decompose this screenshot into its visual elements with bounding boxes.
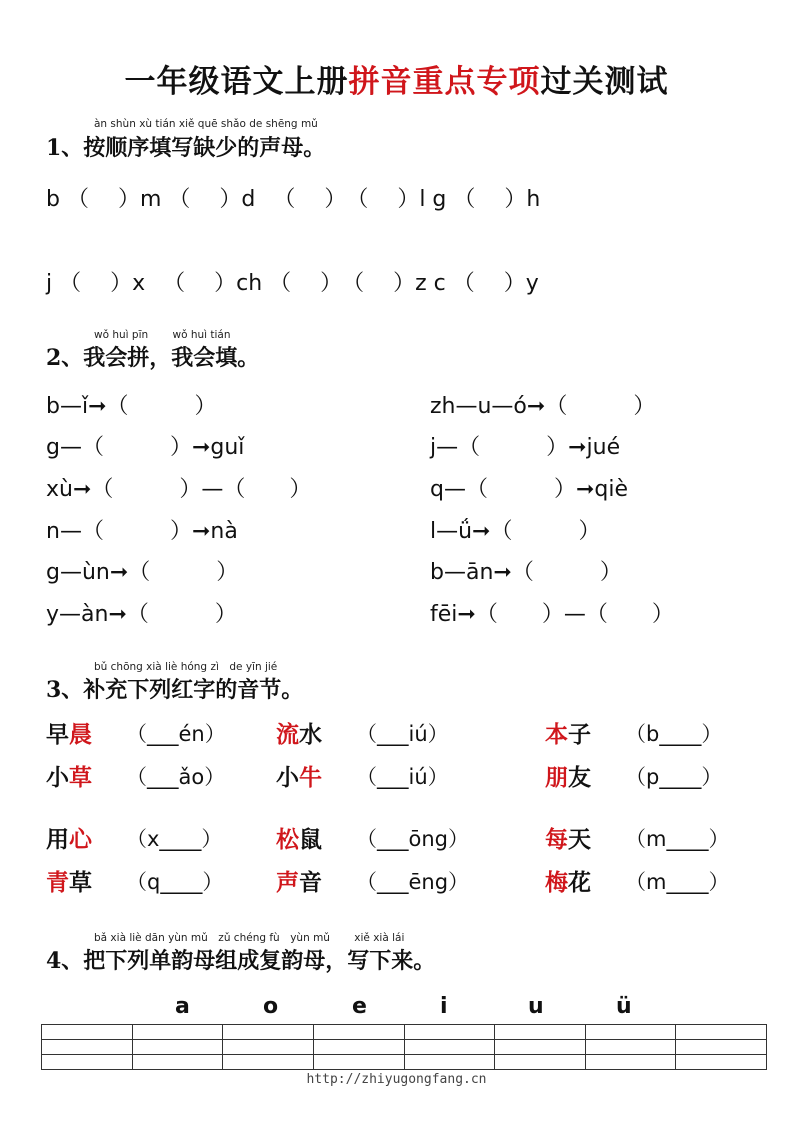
s3-char: 音 [299,869,322,896]
s3-word [276,821,322,854]
s3-char: 小 [276,764,299,791]
s2-right-3: q—（ ）➞qiè [430,477,629,502]
s4-vowel: u [528,994,544,1019]
s3-char: 天 [568,826,591,853]
s3-word [545,716,591,749]
s3-red-char: 每 [545,826,568,853]
s3-fill-blank[interactable]: （___ēng） [356,870,470,894]
s3-red-char: 草 [69,764,92,791]
s3-fill-blank[interactable]: （m____） [625,870,730,894]
s3-red-char: 牛 [299,764,322,791]
s4-pinyin: bǎ xià liè dān yùn mǔ zǔ chéng fù yùn mǔ xiě xià lái [94,932,405,944]
s3-red-char: 流 [276,721,299,748]
s1-row-2: j （ ）x （ ）ch （ ） （ ）z c （ ）y [46,271,539,296]
s2-right-4: l—ǘ➞（ ） [430,519,601,544]
s4-vowel: e [352,994,367,1019]
s3-word [545,821,591,854]
s3-red-char: 心 [69,826,92,853]
s2-left-3: xù➞（ ）—（ ） [46,477,312,502]
s3-word [46,864,92,897]
s3-fill-blank[interactable]: （___iú） [356,722,449,746]
s3-word [276,759,322,792]
s3-red-char: 青 [46,869,69,896]
s2-left-5: g—ùn➞（ ） [46,560,239,585]
s3-word [276,864,322,897]
s3-char: 鼠 [299,826,322,853]
s2-right-2: j—（ ）➞jué [430,435,621,460]
s3-char: 草 [69,869,92,896]
s3-fill-blank[interactable]: （___ǎo） [126,765,226,789]
s3-red-char: 晨 [69,721,92,748]
s3-char: 子 [568,721,591,748]
s3-red-char: 梅 [545,869,568,896]
s3-word [276,716,322,749]
s3-fill-blank[interactable]: （___én） [126,722,226,746]
footer-url: http://zhiyugongfang.cn [306,1072,487,1087]
answer-grid [41,1024,767,1070]
s3-char: 友 [568,764,591,791]
s3-fill-blank[interactable]: （p____） [625,765,723,789]
s3-fill-blank[interactable]: （b____） [625,722,723,746]
s4-vowel: ü [616,994,632,1019]
s3-fill-blank[interactable]: （q____） [126,870,224,894]
s3-red-char: 朋 [545,764,568,791]
s2-right-6: fēi➞（ ）—（ ） [430,602,674,627]
s2-left-4: n—（ ）➞nà [46,519,238,544]
s1-pinyin: àn shùn xù tián xiě quē shǎo de shēng mǔ [94,118,318,130]
s3-word [46,821,92,854]
s2-pinyin: wǒ huì pīn wǒ huì tián [94,329,231,341]
s2-left-2: g—（ ）➞guǐ [46,435,245,460]
s3-char: 用 [46,826,69,853]
s3-fill-blank[interactable]: （x____） [126,827,223,851]
s3-word [46,716,92,749]
s3-word [46,759,92,792]
s3-char: 水 [299,721,322,748]
s3-pinyin: bǔ chōng xià liè hóng zì de yīn jié [94,661,278,673]
s2-right-1: zh—u—ó➞（ ） [430,394,656,419]
s4-vowel: i [440,994,448,1019]
s4-vowel: a [175,994,190,1019]
s1-heading: 1、按顺序填写缺少的声母。 [46,135,326,161]
s3-heading: 3、补充下列红字的音节。 [46,677,304,703]
s4-vowel: o [263,994,279,1019]
s2-right-5: b—ān➞（ ） [430,560,622,585]
s3-red-char: 本 [545,721,568,748]
s3-word [545,864,591,897]
s3-char: 小 [46,764,69,791]
s3-red-char: 松 [276,826,299,853]
s3-word [545,759,591,792]
s2-left-6: y—àn➞（ ） [46,602,237,627]
s2-left-1: b—ǐ➞（ ） [46,394,217,419]
s3-fill-blank[interactable]: （___ōng） [356,827,469,851]
s3-char: 花 [568,869,591,896]
s3-char: 早 [46,721,69,748]
page-title: 一年级语文上册拼音重点专项过关测试 [124,64,669,100]
s2-heading: 2、我会拼，我会填。 [46,345,260,371]
s3-fill-blank[interactable]: （m____） [625,827,730,851]
s4-heading: 4、把下列单韵母组成复韵母，写下来。 [46,948,436,974]
s1-row-1: b （ ）m （ ）d （ ） （ ）l g （ ）h [46,187,541,212]
s3-fill-blank[interactable]: （___iú） [356,765,449,789]
s3-red-char: 声 [276,869,299,896]
